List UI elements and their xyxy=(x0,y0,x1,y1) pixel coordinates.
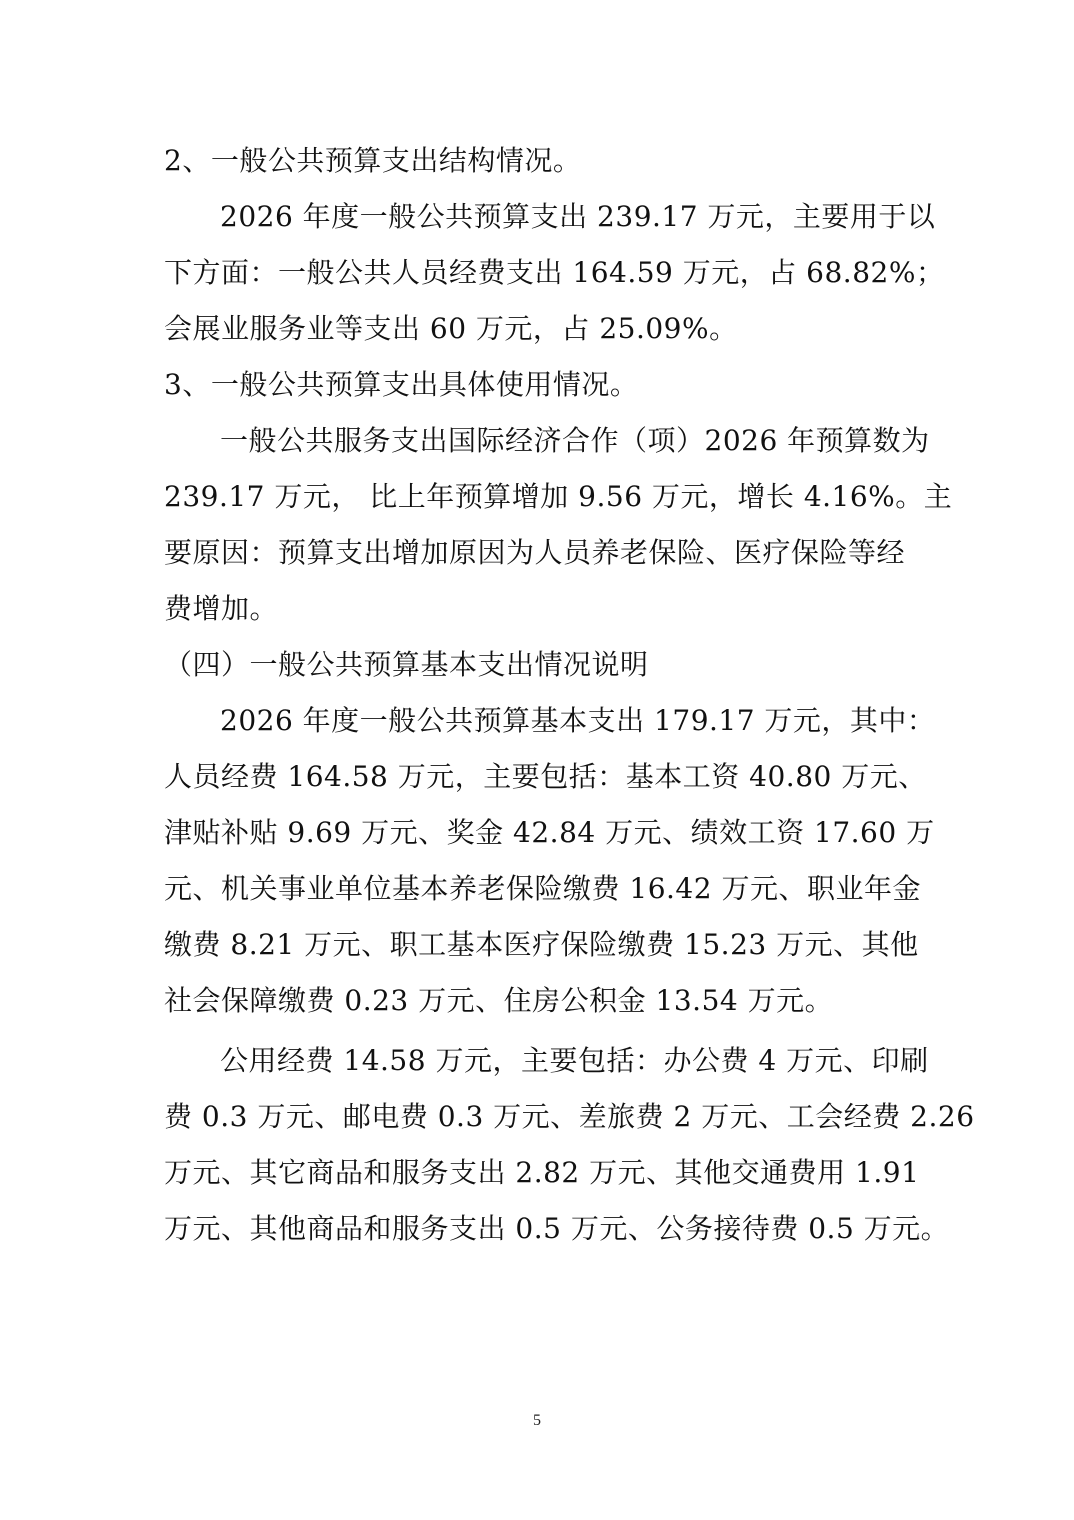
text-line: 一般公共服务支出国际经济合作（项）2026 年预算数为 xyxy=(220,424,930,457)
section-heading-expenditure-usage: 3、一般公共预算支出具体使用情况。 xyxy=(164,368,639,401)
text-line: 万元、其他商品和服务支出 0.5 万元、公务接待费 0.5 万元。 xyxy=(164,1212,950,1245)
text-line: 下方面：一般公共人员经费支出 164.59 万元，占 68.82%； xyxy=(164,256,945,289)
text-line: 社会保障缴费 0.23 万元、住房公积金 13.54 万元。 xyxy=(164,984,834,1017)
text-line: 239.17 万元， 比上年预算增加 9.56 万元，增长 4.16%。主 xyxy=(164,480,953,513)
text-line: 人员经费 164.58 万元，主要包括：基本工资 40.80 万元、 xyxy=(164,760,927,793)
text-line: 万元、其它商品和服务支出 2.82 万元、其他交通费用 1.91 xyxy=(164,1156,920,1189)
text-line: 2026 年度一般公共预算基本支出 179.17 万元，其中： xyxy=(220,704,936,737)
page-number: 5 xyxy=(533,1412,541,1429)
paragraph-expenditure-structure xyxy=(164,189,945,357)
text-line: 费 0.3 万元、邮电费 0.3 万元、差旅费 2 万元、工会经费 2.26 xyxy=(164,1100,975,1133)
text-line: 公用经费 14.58 万元，主要包括：办公费 4 万元、印刷 xyxy=(220,1044,929,1077)
text-line: 会展业服务业等支出 60 万元，占 25.09%。 xyxy=(164,312,738,345)
text-line: 元、机关事业单位基本养老保险缴费 16.42 万元、职业年金 xyxy=(164,872,921,905)
document-body xyxy=(164,133,975,1257)
text-line: 费增加。 xyxy=(164,592,279,625)
paragraph-personnel-expenses xyxy=(164,693,936,1029)
text-line: 要原因：预算支出增加原因为人员养老保险、医疗保险等经 xyxy=(164,536,906,569)
paragraph-expenditure-usage xyxy=(164,413,953,637)
section-heading-expenditure-structure: 2、一般公共预算支出结构情况。 xyxy=(164,144,582,177)
text-line: 2026 年度一般公共预算支出 239.17 万元，主要用于以 xyxy=(220,200,936,233)
text-line: 津贴补贴 9.69 万元、奖金 42.84 万元、绩效工资 17.60 万 xyxy=(164,816,935,849)
section-heading-basic-expenditure: （四）一般公共预算基本支出情况说明 xyxy=(164,648,649,681)
text-line: 缴费 8.21 万元、职工基本医疗保险缴费 15.23 万元、其他 xyxy=(164,928,919,961)
paragraph-public-expenses xyxy=(164,1033,975,1257)
